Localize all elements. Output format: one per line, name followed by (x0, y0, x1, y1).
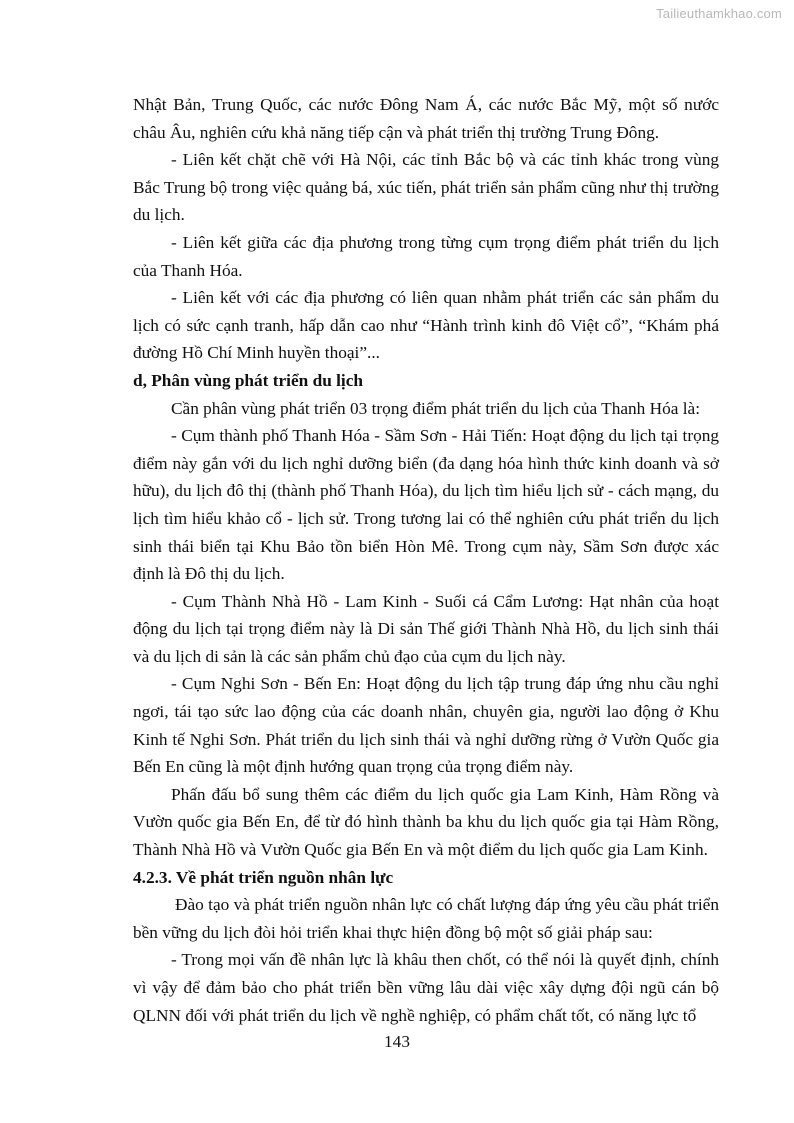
paragraph-markets: Nhật Bản, Trung Quốc, các nước Đông Nam Á, các nước Bắc Mỹ, một số nước châu Âu, nghiên cứu khả năng tiếp cận và phát triển thị trường Trung Đông. (133, 95, 719, 142)
paragraph-link-products: - Liên kết với các địa phương có liên quan nhằm phát triển các sản phẩm du lịch có sức cạnh tranh, hấp dẫn cao như “Hành trình kinh đô Việt cổ”, “Khám phá đường Hồ Chí Minh huyền thoại”... (133, 288, 719, 363)
paragraph-national-sites: Phấn đấu bổ sung thêm các điểm du lịch quốc gia Lam Kinh, Hàm Rồng và Vườn quốc gia Bến En, để từ đó hình thành ba khu du lịch quốc gia tại Hàm Rồng, Thành Nhà Hồ và Vườn Quốc gia Bến En và một điểm du lịch quốc gia Lam Kinh. (133, 784, 719, 860)
paragraph-link-local: - Liên kết giữa các địa phương trong từng cụm trọng điểm phát triển du lịch của Thanh Hóa. (133, 232, 719, 280)
document-body (133, 91, 719, 1029)
paragraph-training-intro: Đào tạo và phát triển nguồn nhân lực có chất lượng đáp ứng yêu cầu phát triển bền vững du lịch đòi hỏi triển khai thực hiện đồng bộ một số giải pháp sau: (133, 895, 719, 942)
paragraph-cluster-thanhhoa: - Cụm thành phố Thanh Hóa - Sầm Sơn - Hải Tiến: Hoạt động du lịch tại trọng điểm này gắn với du lịch nghỉ dưỡng biển (đa dạng hóa hình thức kinh doanh và sở hữu), du lịch đô thị (thành phố Thanh Hóa), du lịch tìm hiểu lịch sử - cách mạng, du lịch tìm hiểu khảo cổ - lịch sử. Trong tương lai có thể nghiên cứu phát triển du lịch sinh thái biển tại Khu Bảo tồn biển Hòn Mê. Trong cụm này, Sầm Sơn được xác định là Đô thị du lịch. (133, 426, 719, 584)
paragraph-cluster-nhaho: - Cụm Thành Nhà Hồ - Lam Kinh - Suối cá Cẩm Lương: Hạt nhân của hoạt động du lịch tại trọng điểm này là Di sản Thế giới Thành Nhà Hồ, du lịch sinh thái và du lịch di sản là các sản phẩm chủ đạo của cụm du lịch này. (133, 591, 719, 666)
watermark-text: Tailieuthamkhao.com (656, 6, 782, 21)
paragraph-link-hanoi: - Liên kết chặt chẽ với Hà Nội, các tỉnh Bắc bộ và các tỉnh khác trong vùng Bắc Trung bộ trong việc quảng bá, xúc tiến, phát triển sản phẩm cũng như thị trường du lịch. (133, 150, 719, 225)
paragraph-cluster-nghison: - Cụm Nghi Sơn - Bến En: Hoạt động du lịch tập trung đáp ứng nhu cầu nghỉ ngơi, tái tạo sức lao động của các doanh nhân, chuyên gia, người lao động ở Khu Kinh tế Nghi Sơn. Phát triển du lịch sinh thái và nghỉ dưỡng rừng ở Vườn Quốc gia Bến En cũng là một định hướng quan trọng của trọng điểm này. (133, 674, 719, 777)
paragraph-zoning-intro: Cần phân vùng phát triển 03 trọng điểm phát triển du lịch của Thanh Hóa là: (171, 398, 701, 418)
section-heading-human-resources: 4.2.3. Về phát triển nguồn nhân lực (133, 867, 394, 887)
paragraph-key-factor: - Trong mọi vấn đề nhân lực là khâu then chốt, có thể nói là quyết định, chính vì vậy để đảm bảo cho phát triển bền vững lâu dài việc xây dựng đội ngũ cán bộ QLNN đối với phát triển du lịch về nghề nghiệp, có phẩm chất tốt, có năng lực tổ (133, 950, 719, 1025)
page-number: 143 (384, 1032, 410, 1051)
section-heading-zoning: d, Phân vùng phát triển du lịch (133, 370, 364, 390)
